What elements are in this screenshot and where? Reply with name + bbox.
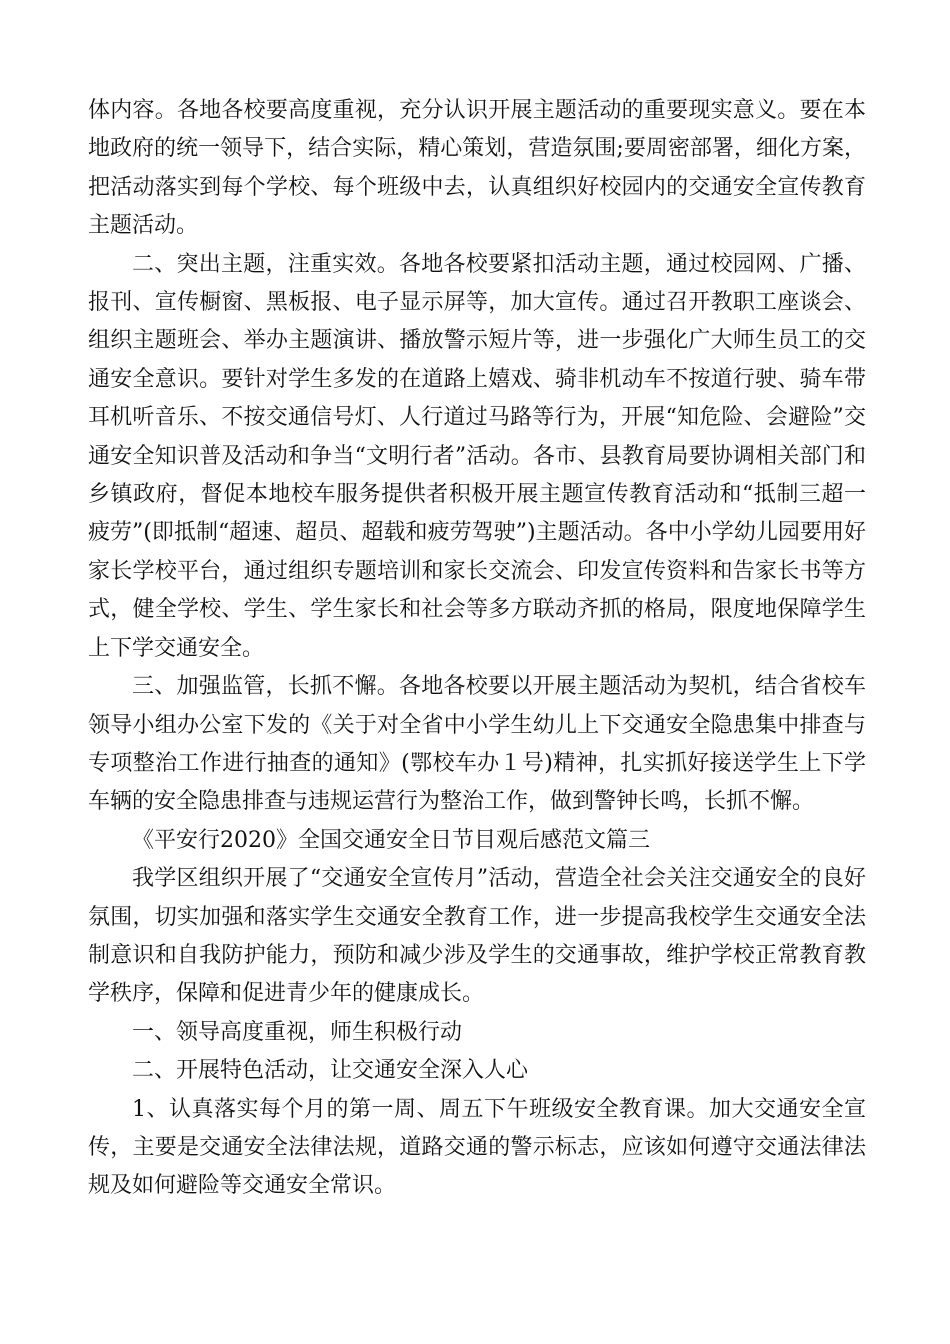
subheading-one: 一、领导高度重视，师生积极行动 (132, 1019, 463, 1045)
paragraph-intro: 我学区组织开展了“交通安全宣传月”活动，营造全社会关注交通安全的良好氛围，切实加强和落实学生交通安全教育工作，进一步提高我校学生交通安全法制意识和自我防护能力，预防和减少涉及学生的交通事故，维护学校正常教育教学秩序，保障和促进青少年的健康成长。 (88, 866, 866, 1007)
article-heading: 《平安行2020》全国交通安全日节目观后感范文篇三 (132, 827, 650, 853)
paragraph-item-one: 1、认真落实每个月的第一周、周五下午班级安全教育课。加大交通安全宣传，主要是交通安全法律法规，道路交通的警示标志，应该如何遵守交通法律法规及如何避险等交通安全常识。 (88, 1096, 866, 1199)
paragraph-section-three: 三、加强监管，长抓不懈。各地各校要以开展主题活动为契机，结合省校车领导小组办公室下发的《关于对全省中小学生幼儿上下交通安全隐患集中排查与专项整治工作进行抽查的通知》(鄂校车办１号)精神，扎实抓好接送学生上下学车辆的安全隐患排查与违规运营行为整治工作，做到警钟长鸣，长抓不懈。 (88, 674, 866, 815)
document-page (88, 92, 866, 1206)
paragraph-section-two: 二、突出主题，注重实效。各地各校要紧扣活动主题，通过校园网、广播、报刊、宣传橱窗、黑板报、电子显示屏等，加大宣传。通过召开教职工座谈会、组织主题班会、举办主题演讲、播放警示短片等，进一步强化广大师生员工的交通安全意识。要针对学生多发的在道路上嬉戏、骑非机动车不按道行驶、骑车带耳机听音乐、不按交通信号灯、人行道过马路等行为，开展“知危险、会避险”交通安全知识普及活动和争当“文明行者”活动。各市、县教育局要协调相关部门和乡镇政府，督促本地校车服务提供者积极开展主题宣传教育活动和“抵制三超一疲劳”(即抵制“超速、超员、超载和疲劳驾驶”)主题活动。各中小学幼儿园要用好家长学校平台，通过组织专题培训和家长交流会、印发宣传资料和告家长书等方式，健全学校、学生、学生家长和社会等多方联动齐抓的格局，限度地保障学生上下学交通安全。 (88, 251, 866, 661)
subheading-two: 二、开展特色活动，让交通安全深入人心 (132, 1058, 529, 1084)
paragraph-continuation: 体内容。各地各校要高度重视，充分认识开展主题活动的重要现实意义。要在本地政府的统一领导下，结合实际，精心策划，营造氛围;要周密部署，细化方案，把活动落实到每个学校、每个班级中去，认真组织好校园内的交通安全宣传教育主题活动。 (88, 98, 866, 239)
